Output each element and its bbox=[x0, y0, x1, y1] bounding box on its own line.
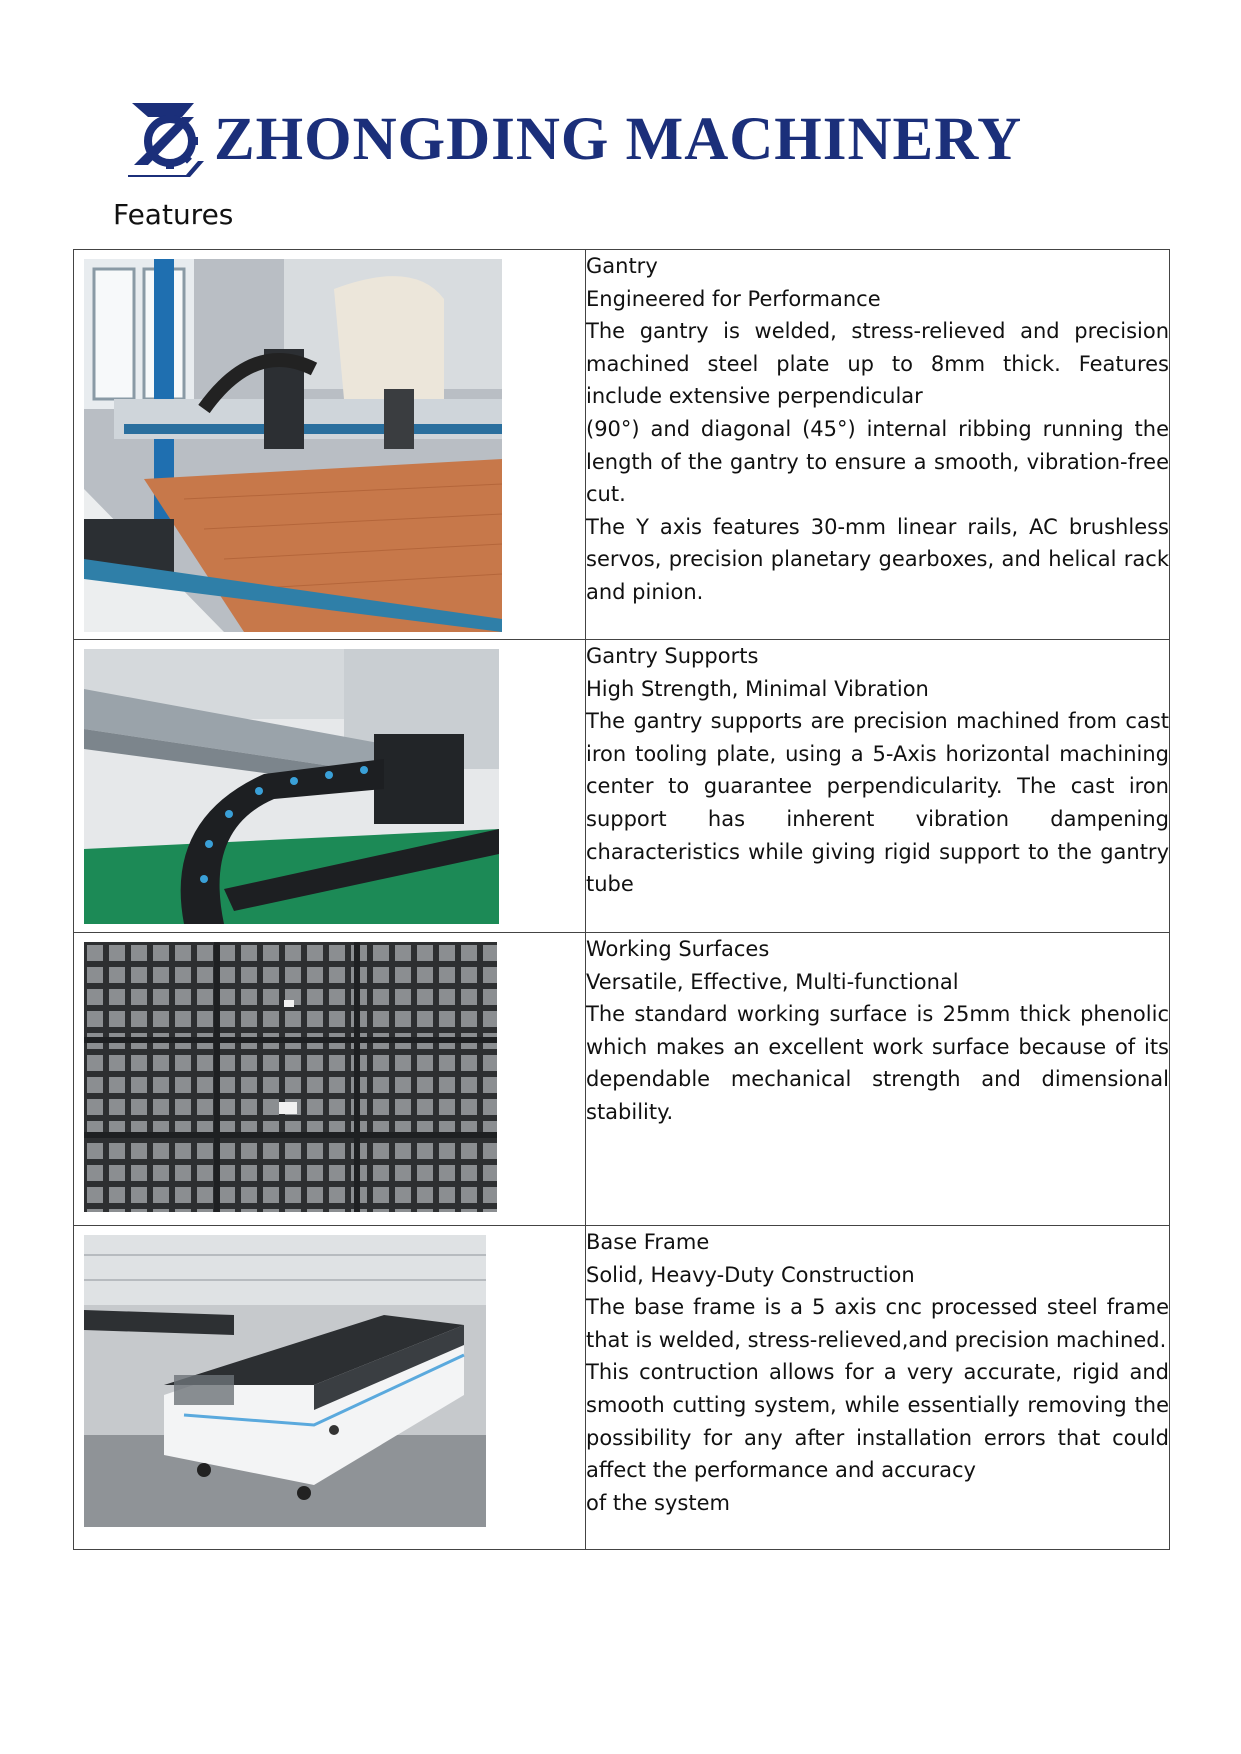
feature-row-gantry bbox=[74, 250, 1170, 640]
feature-heading: Gantry Supports bbox=[586, 644, 759, 668]
cnc-gantry-photo bbox=[84, 259, 502, 632]
feature-subheading: High Strength, Minimal Vibration bbox=[586, 676, 929, 701]
feature-paragraph: This contruction allows for a very accurate, rigid and smooth cutting system, while essentially removing the possibility for any after installation errors that could affect the performance and accuracy bbox=[586, 1360, 1169, 1483]
feature-text-cell bbox=[586, 640, 1170, 933]
feature-paragraph: (90°) and diagonal (45°) internal ribbing running the length of the gantry to ensure a smooth, vibration-free cut. bbox=[586, 416, 1169, 507]
feature-row-base-frame bbox=[74, 1226, 1170, 1550]
feature-paragraph: The base frame is a 5 axis cnc processed steel frame that is welded, stress-relieved,and precision machined. bbox=[586, 1295, 1169, 1352]
feature-subheading: Solid, Heavy-Duty Construction bbox=[586, 1262, 915, 1287]
feature-image-cell bbox=[74, 250, 586, 640]
vacuum-table-photo bbox=[84, 942, 497, 1212]
cable-chain-photo bbox=[84, 649, 499, 924]
section-title: Features bbox=[113, 198, 234, 231]
feature-text-cell bbox=[586, 250, 1170, 640]
feature-text-cell bbox=[586, 1226, 1170, 1550]
base-frame-photo bbox=[84, 1235, 486, 1527]
feature-paragraph: of the system bbox=[586, 1490, 730, 1515]
feature-paragraph: The Y axis features 30-mm linear rails, AC brushless servos, precision planetary gearboxes, and helical rack and pinion. bbox=[586, 514, 1169, 604]
feature-subheading: Engineered for Performance bbox=[586, 286, 881, 311]
feature-heading: Gantry bbox=[586, 254, 658, 278]
feature-heading: Working Surfaces bbox=[586, 937, 770, 961]
feature-row-working-surfaces bbox=[74, 933, 1170, 1226]
feature-row-gantry-supports bbox=[74, 640, 1170, 933]
feature-image-cell bbox=[74, 640, 586, 933]
feature-paragraph: The standard working surface is 25mm thick phenolic which makes an excellent work surface because of its dependable mechanical strength and dimensional stability. bbox=[586, 1002, 1169, 1124]
feature-heading: Base Frame bbox=[586, 1230, 710, 1254]
brand-logo bbox=[124, 98, 1124, 180]
feature-image-cell bbox=[74, 933, 586, 1226]
feature-subheading: Versatile, Effective, Multi-functional bbox=[586, 969, 959, 994]
feature-image-cell bbox=[74, 1226, 586, 1550]
features-table bbox=[73, 249, 1170, 1550]
feature-paragraph: The gantry is welded, stress-relieved and precision machined steel plate up to 8mm thick. Features include extensive perpendicular bbox=[586, 319, 1169, 409]
brand-name: ZHONGDING MACHINERY bbox=[214, 105, 1023, 173]
feature-paragraph: The gantry supports are precision machined from cast iron tooling plate, using a 5-Axis horizontal machining center to guarantee perpendicularity. The cast iron support has inherent vibration dampening characteristics while giving rigid support to the gantry tube bbox=[586, 709, 1169, 897]
zd-gear-logo-icon bbox=[124, 99, 210, 179]
feature-text-cell bbox=[586, 933, 1170, 1226]
